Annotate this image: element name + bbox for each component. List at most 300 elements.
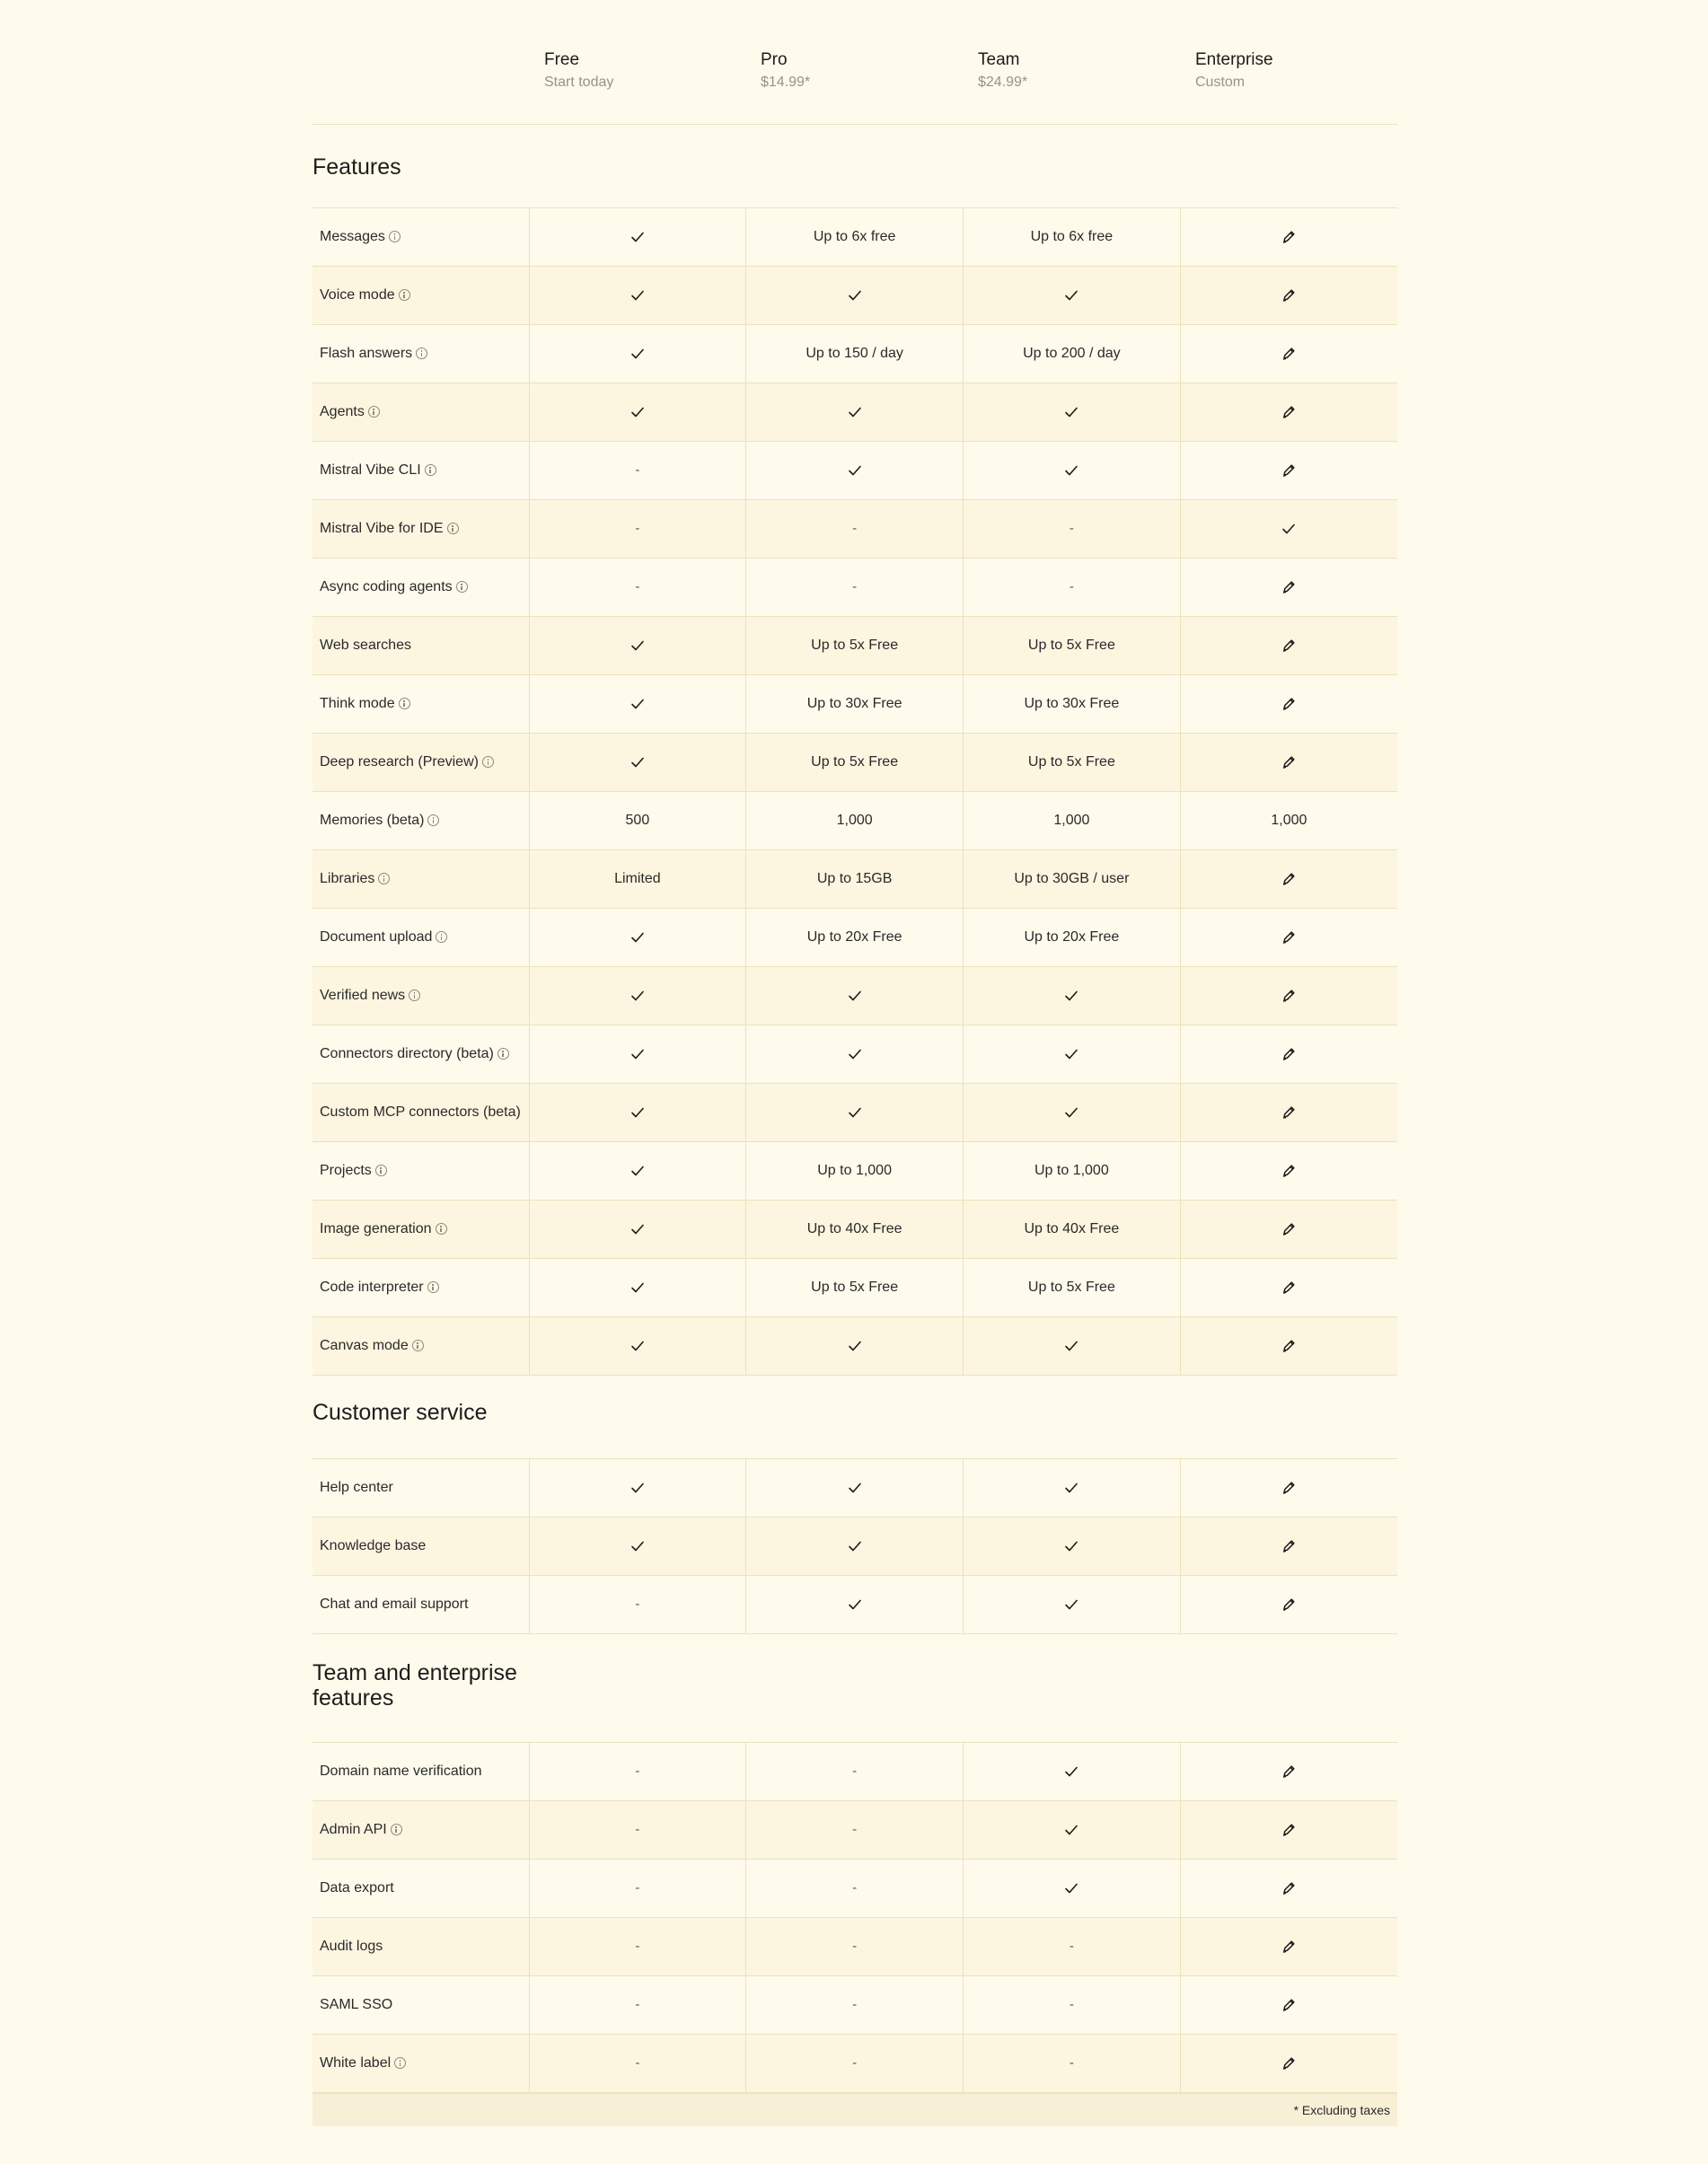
feature-label: Audit logs [320,1939,383,1954]
plan-value-cell [964,1459,1181,1517]
feature-label: White label [320,2055,392,2071]
plan-value-cell [746,792,964,850]
plan-value-cell [529,850,746,909]
plan-value-cell [1180,1201,1397,1259]
plan-value-cell [746,1860,964,1918]
pencil-icon [1281,579,1297,595]
plan-value-cell [1180,1517,1397,1576]
team-enterprise-table [313,1742,1397,2093]
info-icon[interactable] [389,231,401,242]
table-row [313,325,1397,383]
plan-value-cell [746,1517,964,1576]
check-icon [629,1221,646,1237]
table-row [313,559,1397,617]
plan-value-cell [746,734,964,792]
feature-label: Document upload [320,929,433,945]
info-icon[interactable] [482,756,494,768]
info-icon[interactable] [394,2057,406,2069]
pencil-icon [1281,2055,1297,2072]
features-table [313,207,1397,1376]
table-row [313,2035,1397,2093]
check-icon [629,1046,646,1062]
pencil-icon [1281,1597,1297,1613]
info-icon[interactable] [368,406,380,418]
feature-label: SAML SSO [320,1997,393,2012]
pencil-icon [1281,1997,1297,2013]
plan-value-cell [529,1976,746,2035]
pencil-icon [1281,1822,1297,1838]
pencil-icon [1281,1880,1297,1896]
plan-value-cell [964,1259,1181,1317]
table-row [313,1317,1397,1376]
feature-label-cell [313,792,529,850]
plan-value-cell [529,325,746,383]
plan-value-cell [529,734,746,792]
plan-value: Up to 6x free [1030,229,1114,244]
plan-value-cell [964,1142,1181,1201]
check-icon [1063,1046,1079,1062]
check-icon [629,1104,646,1121]
check-icon [1063,1480,1079,1496]
feature-label-cell [313,1976,529,2035]
feature-label-cell [313,1142,529,1201]
not-included-dash: - [852,1880,858,1896]
info-icon[interactable] [447,523,459,534]
pencil-icon [1281,229,1297,245]
info-icon[interactable] [497,1048,509,1060]
pencil-icon [1281,988,1297,1004]
plan-value-cell [1180,1743,1397,1801]
plan-value-cell [964,734,1181,792]
table-row [313,383,1397,442]
plan-value-cell [964,1317,1181,1376]
not-included-dash: - [635,579,640,594]
table-row [313,909,1397,967]
feature-label: Messages [320,229,385,244]
plan-value-cell [964,909,1181,967]
plan-value-cell [964,1860,1181,1918]
not-included-dash: - [635,1764,640,1779]
check-icon [629,754,646,770]
table-row [313,442,1397,500]
plan-value-cell [529,442,746,500]
table-row [313,1259,1397,1317]
plan-value-cell [1180,1860,1397,1918]
feature-label-cell [313,734,529,792]
plan-value: Up to 1,000 [817,1163,892,1178]
plan-value-cell [1180,442,1397,500]
info-icon[interactable] [456,581,468,593]
feature-label-cell [313,850,529,909]
info-icon[interactable] [416,347,427,359]
plan-free [544,50,613,92]
feature-label-cell [313,267,529,325]
plan-value-cell [1180,792,1397,850]
feature-label: Data export [320,1880,394,1896]
plan-value-cell [1180,208,1397,267]
feature-label-cell [313,1317,529,1376]
table-row [313,267,1397,325]
feature-label-cell [313,909,529,967]
feature-label: Admin API [320,1822,387,1837]
pencil-icon [1281,287,1297,303]
customer-service-table [313,1458,1397,1634]
info-icon[interactable] [425,464,436,476]
plan-value-cell [746,1259,964,1317]
plan-value-cell [529,1201,746,1259]
plan-value-cell [1180,267,1397,325]
feature-label: Web searches [320,638,411,653]
plan-value-cell [964,675,1181,734]
comparison-container [313,0,1397,2126]
plan-value: Up to 40x Free [806,1221,902,1236]
plan-value-cell [964,559,1181,617]
plan-value-cell [529,208,746,267]
feature-label-cell [313,967,529,1025]
plan-value-cell [746,1025,964,1084]
table-row [313,1201,1397,1259]
table-row [313,1576,1397,1634]
feature-label-cell [313,1576,529,1634]
info-icon[interactable] [378,873,390,884]
check-icon [1063,404,1079,420]
info-icon[interactable] [436,931,447,943]
feature-label: Help center [320,1480,393,1495]
check-icon [847,462,863,479]
feature-label: Mistral Vibe CLI [320,462,421,478]
check-icon [629,929,646,946]
plan-name: Enterprise [1195,50,1273,69]
pencil-icon [1281,1764,1297,1780]
plan-value-cell [746,1976,964,2035]
plan-value-cell [529,1259,746,1317]
plan-value-cell [1180,909,1397,967]
pencil-icon [1281,1538,1297,1554]
not-included-dash: - [635,1939,640,1954]
plan-value-cell [529,1576,746,1634]
plan-value-cell [529,559,746,617]
feature-label: Domain name verification [320,1764,482,1779]
plan-value-cell [964,1201,1181,1259]
feature-label-cell [313,1860,529,1918]
not-included-dash: - [635,2055,640,2071]
info-icon[interactable] [427,1281,439,1293]
plan-value-cell [964,267,1181,325]
section-title-team-enterprise [313,1634,1397,1742]
not-included-dash: - [1069,1997,1074,2012]
plan-value-cell [1180,1025,1397,1084]
check-icon [1063,1597,1079,1613]
plan-value-cell [964,325,1181,383]
check-icon [629,1538,646,1554]
check-icon [847,1046,863,1062]
plan-value-cell [1180,1317,1397,1376]
plan-value-cell [1180,1142,1397,1201]
plan-value-cell [964,1025,1181,1084]
plan-name: Free [544,50,580,69]
plan-value-cell [529,1317,746,1376]
check-icon [847,1104,863,1121]
feature-label-cell [313,2035,529,2093]
plan-value-cell [529,1142,746,1201]
plan-value-cell [746,1142,964,1201]
plan-value-cell [1180,617,1397,675]
info-icon[interactable] [412,1340,424,1351]
plan-value-cell [1180,1084,1397,1142]
plan-value-cell [529,1801,746,1860]
check-icon [847,1338,863,1354]
plan-value-cell [1180,559,1397,617]
plan-pro [761,50,810,92]
plan-value-cell [964,850,1181,909]
check-icon [629,696,646,712]
plan-value-cell [1180,1918,1397,1976]
check-icon [629,287,646,303]
plan-value-cell [746,325,964,383]
feature-label: Canvas mode [320,1338,409,1353]
plan-value-cell [746,2035,964,2093]
not-included-dash: - [852,1764,858,1779]
plan-value-cell [746,1743,964,1801]
pencil-icon [1281,1338,1297,1354]
feature-label: Custom MCP connectors (beta) [320,1104,521,1120]
plan-value: Up to 5x Free [811,754,899,770]
check-icon [1063,1880,1079,1896]
plan-value-cell [529,1517,746,1576]
info-icon[interactable] [391,1824,402,1835]
info-icon[interactable] [427,814,439,826]
plan-value-cell [529,909,746,967]
section-title-features: Features [313,154,401,180]
table-row [313,850,1397,909]
plan-value: Up to 20x Free [806,929,902,945]
plan-value-cell [964,2035,1181,2093]
table-row [313,1142,1397,1201]
plan-value-cell [1180,383,1397,442]
feature-label: Projects [320,1163,372,1178]
feature-label-cell [313,1201,529,1259]
check-icon [847,1538,863,1554]
feature-label-cell [313,208,529,267]
pencil-icon [1281,404,1297,420]
plan-value-cell [529,967,746,1025]
feature-label-cell [313,325,529,383]
table-row [313,1025,1397,1084]
feature-label-cell [313,1025,529,1084]
plan-value-cell [529,1459,746,1517]
feature-label: Agents [320,404,365,419]
table-row [313,500,1397,559]
feature-label-cell [313,1517,529,1576]
feature-label: Code interpreter [320,1280,424,1295]
plan-value-cell [1180,967,1397,1025]
check-icon [1063,1764,1079,1780]
table-row [313,208,1397,267]
plan-value: Up to 5x Free [811,638,899,653]
not-included-dash: - [1069,521,1074,536]
table-row [313,1801,1397,1860]
plan-value-cell [746,500,964,559]
table-row [313,1976,1397,2035]
not-included-dash: - [852,1939,858,1954]
check-icon [629,1163,646,1179]
table-row [313,1918,1397,1976]
section-title-customer-service: Customer service [313,1400,488,1425]
plan-value-cell [1180,734,1397,792]
feature-label-cell [313,1084,529,1142]
pencil-icon [1281,346,1297,362]
feature-label-cell [313,1918,529,1976]
plan-value-cell [964,617,1181,675]
check-icon [629,1480,646,1496]
info-icon[interactable] [375,1165,387,1176]
feature-label-cell [313,383,529,442]
plan-subtitle: Start today [544,75,614,90]
check-icon [847,1597,863,1613]
plan-value-cell [964,967,1181,1025]
plan-value-cell [1180,675,1397,734]
check-icon [629,346,646,362]
feature-label: Think mode [320,696,395,711]
plan-value-cell [1180,1576,1397,1634]
not-included-dash: - [852,2055,858,2071]
plan-value-cell [529,792,746,850]
plan-value-cell [964,792,1181,850]
pencil-icon [1281,871,1297,887]
feature-label-cell [313,617,529,675]
plan-value-cell [746,967,964,1025]
pencil-icon [1281,1104,1297,1121]
plan-value-cell [529,1743,746,1801]
check-icon [847,287,863,303]
check-icon [629,638,646,654]
check-icon [1063,462,1079,479]
table-row [313,1084,1397,1142]
feature-label: Memories (beta) [320,813,425,828]
not-included-dash: - [852,1822,858,1837]
pencil-icon [1281,1280,1297,1296]
check-icon [1063,988,1079,1004]
info-icon[interactable] [409,990,420,1001]
plan-header [313,0,1397,125]
plan-value: Up to 5x Free [1027,638,1115,653]
plan-value: Limited [614,871,661,886]
plan-value-cell [964,1918,1181,1976]
check-icon [1063,287,1079,303]
feature-label-cell [313,1801,529,1860]
table-row [313,1743,1397,1801]
plan-value-cell [529,1860,746,1918]
plan-value-cell [746,617,964,675]
plan-value-cell [746,267,964,325]
plan-subtitle: $14.99* [761,75,811,90]
plan-value: Up to 1,000 [1034,1163,1109,1178]
not-included-dash: - [852,1997,858,2012]
not-included-dash: - [635,462,640,478]
plan-value-cell [1180,1259,1397,1317]
plan-value: Up to 40x Free [1024,1221,1120,1236]
plan-value-cell [746,1084,964,1142]
table-row [313,734,1397,792]
plan-value-cell [1180,850,1397,909]
check-icon [629,988,646,1004]
check-icon [1063,1338,1079,1354]
feature-label: Knowledge base [320,1538,427,1553]
plan-value-cell [529,1025,746,1084]
feature-label: Async coding agents [320,579,453,594]
plan-value-cell [964,208,1181,267]
pencil-icon [1281,1221,1297,1237]
pencil-icon [1281,1163,1297,1179]
feature-label: Chat and email support [320,1597,469,1612]
plan-subtitle: $24.99* [978,75,1028,90]
check-icon [1063,1822,1079,1838]
plan-value-cell [746,1801,964,1860]
feature-label-cell [313,559,529,617]
section-title-text: Team and enterprise features [313,1660,517,1711]
plan-value-cell [529,267,746,325]
check-icon [1063,1538,1079,1554]
plan-value-cell [964,1084,1181,1142]
pencil-icon [1281,638,1297,654]
plan-value-cell [964,383,1181,442]
plan-value-cell [964,1976,1181,2035]
info-icon[interactable] [399,289,410,301]
not-included-dash: - [635,1597,640,1612]
feature-label-cell [313,1259,529,1317]
footnote: * Excluding taxes [313,2093,1397,2126]
feature-label: Flash answers [320,346,413,361]
table-row [313,617,1397,675]
plan-value-cell [746,559,964,617]
info-icon[interactable] [436,1223,447,1235]
not-included-dash: - [1069,1939,1074,1954]
check-icon [629,229,646,245]
feature-label: Libraries [320,871,375,886]
feature-label: Voice mode [320,287,395,303]
plan-value-cell [964,1517,1181,1576]
feature-label: Verified news [320,988,406,1003]
plan-value-cell [746,675,964,734]
plan-value: Up to 6x free [813,229,896,244]
info-icon[interactable] [399,698,410,709]
not-included-dash: - [852,579,858,594]
pencil-icon [1281,1480,1297,1496]
table-row [313,1459,1397,1517]
check-icon [1281,521,1297,537]
plan-value: Up to 200 / day [1023,346,1121,361]
plan-value-cell [529,2035,746,2093]
plan-value-cell [1180,325,1397,383]
plan-value: Up to 20x Free [1024,929,1120,945]
plan-value: 1,000 [836,813,873,828]
pencil-icon [1281,462,1297,479]
plan-value: 500 [625,813,650,828]
plan-value-cell [746,1201,964,1259]
feature-label-cell [313,675,529,734]
plan-value: Up to 5x Free [811,1280,899,1295]
plan-value-cell [529,1918,746,1976]
plan-value-cell [746,909,964,967]
table-row [313,792,1397,850]
table-row [313,675,1397,734]
feature-label-cell [313,442,529,500]
plan-value: Up to 30GB / user [1014,871,1130,886]
check-icon [847,988,863,1004]
feature-label-cell [313,1459,529,1517]
plan-value-cell [964,500,1181,559]
plan-value-cell [746,850,964,909]
